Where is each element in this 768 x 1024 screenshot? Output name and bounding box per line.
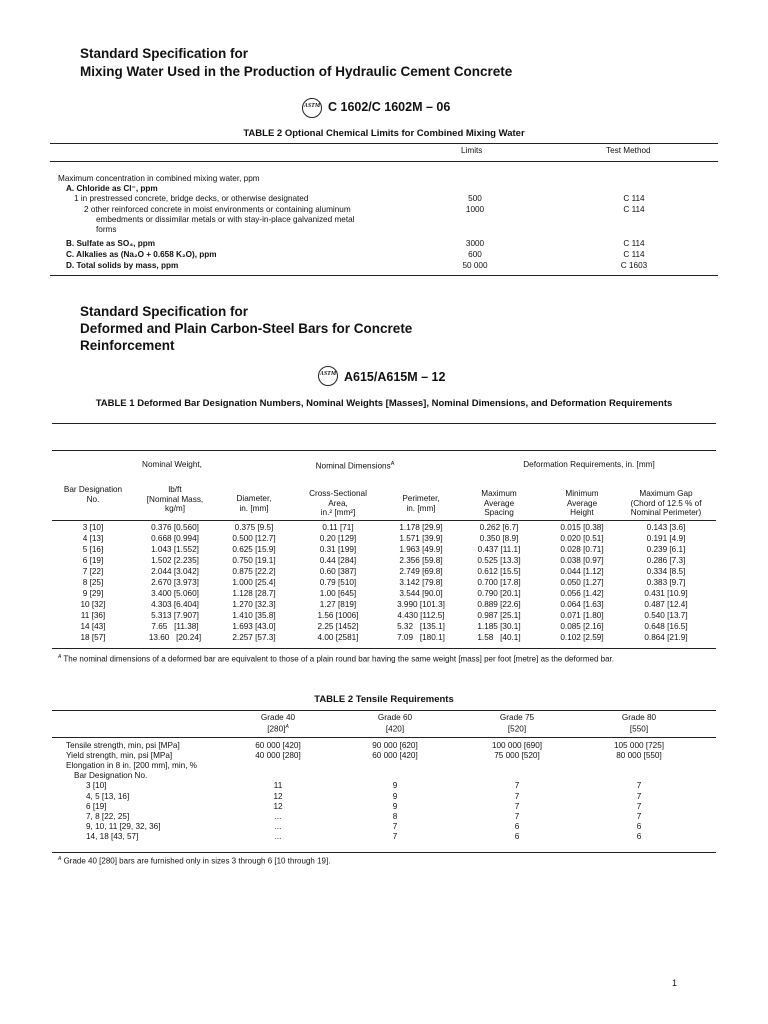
t1-area: 0.60 [387] [319,567,357,576]
t1-diameter: 2.257 [57.3] [232,633,276,642]
t1-max-gap: 0.239 [6.1] [646,545,686,554]
doc1-row-limit: 50 000 [462,261,488,270]
table2-cell: 11 [273,781,283,791]
grade-name: Grade 75 [499,713,535,722]
t1-area: 0.79 [510] [319,578,357,587]
t1-bar-designation: 6 [19] [82,556,104,565]
table2-cell: 8 [392,811,398,821]
grade-sub [589,723,689,734]
t1-diameter: 0.875 [22.2] [232,567,276,576]
t1-min-height: 0.015 [0.38] [560,523,604,532]
table2-cell: 7 [636,791,642,801]
doc1-row-method: C 1603 [620,261,648,270]
t1-hdr-area: Cross-Sectional Area, in.² [mm²] [309,489,367,518]
table2-cell: 7 [514,781,520,791]
t1-diameter: 0.625 [15.9] [232,545,276,554]
doc1-col-limits: Limits [461,146,483,155]
table2-row-label: 9, 10, 11 [29, 32, 36] [86,821,161,831]
grade-sub-value: [280] [267,724,286,734]
t1-min-height: 0.064 [1.63] [560,600,604,609]
doc1-row-limit: 600 [468,250,482,259]
t1-max-gap: 0.864 [21.9] [644,633,688,642]
doc1-title-line2: Mixing Water Used in the Production of Hydraulic Cement Concrete [80,64,513,79]
table2-cell: 60 000 [420] [372,751,418,761]
t1-perimeter: 4.430 [112.5] [397,611,445,620]
grade-sub-value: [520] [507,724,527,734]
doc1-row-label: forms [96,225,117,234]
table2-cell: 7 [636,801,642,811]
table2-cell: 40 000 [280] [255,751,301,761]
doc1-row-label: C. Alkalies as (Na₂O + 0.658 K₂O), ppm [66,250,217,259]
table2-cell: 7 [636,781,642,791]
table2-row-label: Elongation in 8 in. [200 mm], min, % [66,761,198,771]
table1-body [0,523,768,642]
table2-cell: 60 000 [420] [255,741,301,750]
table2-header-rule [52,737,716,738]
t1-nominal-weight: 0.376 [0.560] [151,523,199,532]
table2-cell: 9 [392,801,398,811]
table2-row-label: 7, 8 [22, 25] [86,811,130,821]
t1-min-height: 0.102 [2.59] [560,633,604,642]
t1-nominal-weight: 0.668 [0.994] [151,534,199,543]
t1-perimeter: 2.356 [59.8] [399,556,443,565]
grade-sub [345,723,445,734]
t1-perimeter: 1.963 [49.9] [399,545,443,554]
table1-header-bottom-rule [52,520,716,521]
grade-name: Grade 80 [621,713,657,722]
grade-footnote-mark: A [285,723,289,730]
t1-max-spacing: 1.185 [30.1] [477,622,521,631]
t1-max-spacing: 0.350 [8.9] [479,534,519,543]
table2-caption: TABLE 2 Tensile Requirements [314,694,454,705]
table2-cell: 7 [636,811,642,821]
t1-diameter: 0.500 [12.7] [232,534,276,543]
t1-max-spacing: 0.790 [20.1] [477,589,521,598]
doc1-intro: Maximum concentration in combined mixing water, ppm [58,174,260,183]
t1-bar-designation: 9 [29] [82,589,104,598]
t1-nominal-weight: 2.670 [3.973] [151,578,199,587]
table2-cell: 6 [514,821,520,831]
doc1-row-method: C 114 [623,194,645,203]
table2-row-label: Bar Designation No. [74,771,148,781]
t1-bar-designation: 3 [10] [82,523,104,532]
doc1-row-label: 1 in prestressed concrete, bridge decks, or otherwise designated [74,194,309,203]
table2-bottom-rule [52,852,716,853]
doc1-col-test-method: Test Method [606,146,651,155]
table2-row-label: 4, 5 [13, 16] [86,791,130,801]
doc1-designation: C 1602/C 1602M – 06 [328,100,451,114]
t1-hdr-max-spacing: Maximum Average Spacing [481,489,517,518]
t1-area: 1.00 [645] [319,589,357,598]
page-number: 1 [672,978,678,988]
t1-bar-designation: 5 [16] [82,545,104,554]
grade-sub-value: [420] [385,724,405,734]
t1-area: 1.56 [1006] [317,611,359,620]
doc1-row-method: C 114 [623,205,645,214]
table2-cell: ... [274,821,282,831]
t1-diameter: 0.750 [19.1] [232,556,276,565]
t1-max-spacing: 0.525 [13.3] [477,556,521,565]
t1-perimeter: 1.178 [29.9] [399,523,443,532]
table2-cell: 90 000 [620] [372,741,418,750]
table2-cell: 6 [514,831,520,841]
t1-diameter: 1.000 [25.4] [232,578,276,587]
table2-cell: 105 000 [725] [613,741,665,750]
doc1-row-limit: 3000 [465,239,485,248]
t1-hdr-nominal-weight: Nominal Weight, [142,460,202,469]
t1-max-spacing: 0.889 [22.6] [477,600,521,609]
table1-bottom-rule [52,648,716,649]
table2-cell: 9 [392,791,398,801]
t1-diameter: 1.693 [43.0] [232,622,276,631]
astm-logo-icon: ASTM [302,98,322,118]
t1-nominal-weight: 1.502 [2.235] [151,556,199,565]
t1-min-height: 0.085 [2.16] [560,622,604,631]
t1-nominal-weight: 7.65 [11.38] [151,622,199,631]
t1-max-gap: 0.540 [13.7] [644,611,688,620]
table2-cell: ... [274,811,282,821]
t1-bar-designation: 8 [25] [82,578,104,587]
t1-max-spacing: 0.612 [15.5] [477,567,521,576]
doc1-row-method: C 114 [623,250,645,259]
table2-cell: 7 [514,801,520,811]
t1-perimeter: 3.990 [101.3] [397,600,445,609]
t1-perimeter: 1.571 [39.9] [399,534,443,543]
doc2-title-line1: Standard Specification for [80,304,249,319]
t1-perimeter: 5.32 [135.1] [397,622,445,631]
t1-area: 0.20 [129] [319,534,357,543]
t1-max-spacing: 0.262 [6.7] [479,523,519,532]
table2-grade-header [467,713,567,734]
doc2-designation: A615/A615M – 12 [344,370,446,384]
t1-perimeter: 7.09 [180.1] [397,633,445,642]
t1-max-gap: 0.383 [9.7] [646,578,686,587]
t1-min-height: 0.071 [1.80] [560,611,604,620]
t1-hdr-nominal-dimensions: Nominal Dimensions$^A$ [315,461,395,471]
t1-nominal-weight: 1.043 [1.552] [151,545,199,554]
t1-max-spacing: 0.437 [11.1] [477,545,521,554]
t1-hdr-bar-designation: Bar Designation No. [63,485,123,504]
doc1-row-label: A. Chloride as Cl⁻, ppm [66,184,158,193]
t1-bar-designation: 10 [32] [80,600,106,609]
t1-nominal-weight: 13.60 [20.24] [148,633,202,642]
t1-area: 1.27 [819] [319,600,357,609]
table2-row-label: 3 [10] [86,781,107,791]
table2-cell: 75 000 [520] [494,751,540,761]
doc1-table-bottom-rule [50,275,718,276]
doc1-title-line1: Standard Specification for [80,46,249,61]
grade-sub [228,723,328,734]
t1-hdr-deformation: Deformation Requirements, in. [mm] [523,460,655,469]
grade-sub [467,723,567,734]
table2-row-label: Tensile strength, min, psi [MPa] [66,741,180,750]
table1-caption: TABLE 1 Deformed Bar Designation Numbers, Nominal Weights [Masses], Nominal Dimensions, and Deformation Requirements [95,398,673,409]
doc1-row-label: D. Total solids by mass, ppm [66,261,179,270]
t1-area: 0.11 [71] [322,523,354,532]
grade-name: Grade 40 [260,713,296,722]
t1-max-gap: 0.143 [3.6] [646,523,686,532]
t1-hdr-diameter: Diameter, in. [mm] [236,494,272,513]
doc1-row-label: embedments or dissimilar metals or with stay-in-place galvanized metal [96,215,355,224]
table2-cell: 9 [392,781,398,791]
t1-nominal-weight: 2.044 [3.042] [151,567,199,576]
t1-min-height: 0.056 [1.42] [560,589,604,598]
doc1-table-caption: TABLE 2 Optional Chemical Limits for Combined Mixing Water [243,128,525,139]
doc1-row-limit: 1000 [465,205,485,214]
table2-cell: 80 000 [550] [616,751,662,761]
t1-hdr-perimeter: Perimeter, in. [mm] [402,494,440,513]
t1-perimeter: 3.544 [90.0] [399,589,443,598]
t1-area: 4.00 [2581] [317,633,359,642]
doc1-row-method: C 114 [623,239,645,248]
table2-footnote: $^A$ Grade 40 [280] bars are furnished only in sizes 3 through 6 [10 through 19]. [58,856,331,866]
t1-hdr-max-gap: Maximum Gap (Chord of 12.5 % of Nominal Perimeter) [630,489,702,518]
doc1-table-top-rule [50,143,718,144]
table2-cell: 7 [514,811,520,821]
t1-diameter: 1.410 [35.8] [232,611,276,620]
t1-hdr-min-height: Minimum Average Height [565,489,599,518]
table2-top-rule [52,710,716,711]
t1-bar-designation: 7 [22] [82,567,104,576]
t1-area: 2.25 [1452] [317,622,359,631]
t1-nominal-weight: 5.313 [7.907] [151,611,199,620]
table2-cell: 12 [273,801,283,811]
t1-bar-designation: 18 [57] [80,633,106,642]
t1-nominal-weight: 4.303 [6.404] [151,600,199,609]
table2-grade-header [228,713,328,734]
t1-max-gap: 0.286 [7.3] [646,556,686,565]
table2-cell: 12 [273,791,283,801]
table1-footnote: $^A$ The nominal dimensions of a deformed bar are equivalent to those of a plain round bar having the same weight [mass] per foot [metre] as the deformed bar. [58,654,614,664]
t1-nominal-weight: 3.400 [5.060] [151,589,199,598]
table1-header-top-rule [52,450,716,451]
t1-hdr-lbft: lb/ft [Nominal Mass, kg/m] [146,485,204,514]
t1-min-height: 0.028 [0.71] [560,545,604,554]
t1-diameter: 0.375 [9.5] [234,523,274,532]
table2-cell: 6 [636,821,642,831]
t1-bar-designation: 14 [43] [80,622,106,631]
t1-diameter: 1.270 [32.3] [232,600,276,609]
table1-top-rule [52,423,716,424]
table2-row-label: Yield strength, min, psi [MPa] [66,751,173,761]
t1-perimeter: 2.749 [69.8] [399,567,443,576]
table2-row-label: 14, 18 [43, 57] [86,831,139,841]
doc1-row-label: 2 other reinforced concrete in moist environments or containing aluminum [84,205,351,214]
t1-min-height: 0.038 [0.97] [560,556,604,565]
t1-max-gap: 0.334 [8.5] [646,567,686,576]
t1-max-spacing: 0.987 [25.1] [477,611,521,620]
doc1-header-rule [50,161,718,162]
table2-cell: 7 [392,831,398,841]
astm-logo-icon: ASTM [318,366,338,386]
t1-area: 0.31 [199] [319,545,357,554]
table2-grade-header [345,713,445,734]
doc1-row-label: B. Sulfate as SO₄, ppm [66,239,155,248]
grade-sub-value: [550] [629,724,649,734]
t1-max-gap: 0.191 [4.9] [646,534,686,543]
t1-max-spacing: 0.700 [17.8] [477,578,521,587]
t1-min-height: 0.020 [0.51] [560,534,604,543]
table2-cell: 7 [514,791,520,801]
grade-name: Grade 60 [377,713,413,722]
t1-max-gap: 0.431 [10.9] [644,589,688,598]
table2-row-label: 6 [19] [86,801,107,811]
t1-min-height: 0.044 [1.12] [560,567,604,576]
t1-diameter: 1.128 [28.7] [232,589,276,598]
t1-bar-designation: 11 [36] [80,611,106,620]
table2-cell: 6 [636,831,642,841]
t1-area: 0.44 [284] [319,556,357,565]
t1-min-height: 0.050 [1.27] [560,578,604,587]
t1-max-spacing: 1.58 [40.1] [477,633,521,642]
doc2-title-line3: Reinforcement [80,338,175,353]
t1-bar-designation: 4 [13] [82,534,104,543]
table2-cell: ... [274,831,282,841]
t1-max-gap: 0.648 [16.5] [644,622,688,631]
t1-perimeter: 3.142 [79.8] [399,578,443,587]
table2-cell: 7 [392,821,398,831]
t1-max-gap: 0.487 [12.4] [644,600,688,609]
table2-grade-header [589,713,689,734]
doc2-title-line2: Deformed and Plain Carbon-Steel Bars for Concrete [80,321,413,336]
doc1-row-limit: 500 [468,194,482,203]
table2-cell: 100 000 [690] [491,741,543,750]
